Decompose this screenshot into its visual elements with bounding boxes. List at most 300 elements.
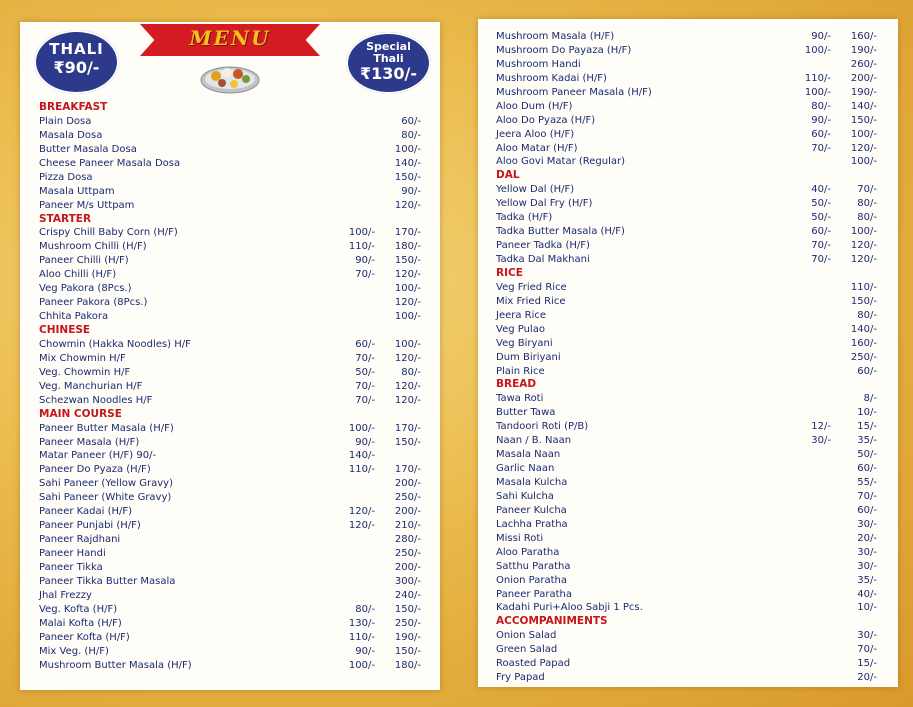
price: 70/-	[857, 644, 877, 656]
menu-item-name: Masala Dosa	[39, 129, 103, 141]
price: 170/-	[394, 422, 421, 434]
thali-plate-icon	[200, 58, 260, 94]
half-price: 12/-	[811, 421, 831, 433]
menu-item-name: Kadahi Puri+Aloo Sabji 1 Pcs.	[496, 602, 643, 614]
menu-item-name: Mushroom Handi	[496, 58, 581, 70]
menu-item	[39, 282, 421, 296]
price: 120/-	[394, 352, 421, 364]
menu-item-name: Mix Fried Rice	[496, 295, 566, 307]
menu-item	[39, 157, 421, 171]
half-price: 50/-	[811, 212, 831, 224]
menu-item-name: Aloo Do Pyaza (H/F)	[496, 114, 596, 126]
menu-item-name: Malai Kofta (H/F)	[39, 617, 122, 629]
price: 70/-	[857, 490, 877, 502]
right-menu-list	[496, 30, 877, 685]
section-heading	[39, 213, 421, 227]
price: 100/-	[850, 128, 877, 140]
menu-item-name: Masala Uttpam	[39, 185, 115, 197]
price: 80/-	[401, 129, 421, 141]
section-heading-label: BREAKFAST	[39, 101, 108, 113]
section-heading	[496, 378, 877, 392]
section-heading-label: MAIN COURSE	[39, 407, 122, 420]
price: 190/-	[850, 86, 877, 98]
menu-item	[496, 72, 877, 86]
section-heading-label: BREAD	[496, 378, 537, 391]
price: 55/-	[857, 477, 877, 488]
special-thali-label: Special	[366, 40, 411, 53]
price: 80/-	[857, 212, 877, 224]
price: 250/-	[394, 617, 421, 629]
menu-item-name: Mushroom Kadai (H/F)	[496, 72, 607, 84]
price: 10/-	[857, 407, 877, 419]
half-price: 100/-	[804, 86, 831, 98]
menu-item	[39, 547, 421, 561]
menu-item	[496, 671, 877, 685]
menu-item-name: Chowmin (Hakka Noodles) H/F	[39, 338, 191, 350]
menu-item-name: Tadka Butter Masala (H/F)	[496, 226, 625, 238]
price: 35/-	[857, 435, 877, 447]
menu-item-name: Jhal Frezzy	[39, 589, 92, 601]
menu-item	[496, 462, 877, 476]
menu-item-name: Mushroom Chilli (H/F)	[39, 241, 147, 253]
half-price: 110/-	[348, 464, 375, 476]
menu-item	[39, 338, 421, 352]
section-heading	[496, 615, 877, 629]
section-heading-label: STARTER	[39, 212, 92, 225]
price: 200/-	[850, 72, 877, 84]
menu-item-name: Mushroom Masala (H/F)	[496, 31, 615, 42]
menu-item-name: Green Salad	[496, 644, 558, 656]
half-price: 110/-	[348, 241, 375, 253]
menu-item	[496, 183, 877, 197]
menu-item	[496, 546, 877, 560]
menu-item	[39, 463, 421, 477]
menu-item-name: Paneer Chilli (H/F)	[39, 255, 129, 267]
thali-price-badge	[34, 30, 119, 94]
price: 150/-	[850, 114, 877, 126]
price: 260/-	[850, 58, 877, 70]
menu-item-name: Paneer Butter Masala (H/F)	[39, 422, 174, 434]
price: 10/-	[857, 602, 877, 614]
menu-item-name: Tadka (H/F)	[496, 212, 553, 224]
price: 140/-	[850, 323, 877, 335]
half-price: 70/-	[355, 269, 375, 281]
section-heading	[496, 169, 877, 183]
price: 120/-	[850, 254, 877, 265]
menu-item-name: Sahi Kulcha	[496, 490, 554, 502]
menu-item	[39, 226, 421, 240]
price: 120/-	[850, 240, 877, 252]
special-thali-price: ₹130/-	[359, 64, 417, 83]
menu-item-name: Cheese Paneer Masala Dosa	[39, 157, 181, 169]
section-heading	[39, 324, 421, 338]
price: 120/-	[394, 394, 421, 406]
half-price: 80/-	[355, 603, 375, 615]
price: 150/-	[394, 645, 421, 657]
menu-item	[39, 589, 421, 603]
price: 200/-	[394, 561, 421, 573]
menu-item	[39, 380, 421, 394]
price: 15/-	[857, 658, 877, 670]
price: 250/-	[394, 492, 421, 504]
menu-item	[496, 155, 877, 169]
half-price: 70/-	[811, 142, 831, 154]
menu-item	[496, 253, 877, 267]
menu-item-name: Mushroom Paneer Masala (H/F)	[496, 86, 652, 98]
price: 250/-	[394, 548, 421, 559]
menu-item-name: Jeera Aloo (H/F)	[496, 128, 575, 140]
menu-item-name: Paneer Kulcha	[496, 504, 567, 516]
half-price: 40/-	[811, 184, 831, 196]
left-menu-page	[20, 22, 440, 690]
half-price: 130/-	[348, 617, 375, 629]
menu-item	[39, 575, 421, 589]
menu-item	[39, 659, 421, 673]
half-price: 120/-	[348, 506, 375, 518]
menu-item	[496, 643, 877, 657]
price: 140/-	[394, 157, 421, 169]
menu-item	[39, 254, 421, 268]
thali-label: THALI	[49, 40, 104, 58]
half-price: 90/-	[355, 255, 375, 267]
menu-item-name: Tandoori Roti (P/B)	[496, 421, 589, 433]
special-thali-price-badge	[346, 32, 431, 94]
menu-item-name: Veg Fried Rice	[496, 281, 567, 293]
menu-item	[496, 518, 877, 532]
menu-item	[496, 114, 877, 128]
menu-item	[39, 631, 421, 645]
menu-item	[496, 588, 877, 602]
menu-item-name: Masala Kulcha	[496, 477, 568, 488]
price: 100/-	[394, 143, 421, 155]
price: 80/-	[857, 309, 877, 321]
menu-item	[39, 519, 421, 533]
menu-item	[496, 406, 877, 420]
half-price: 90/-	[355, 645, 375, 657]
price: 240/-	[394, 589, 421, 601]
menu-item-name: Lachha Pratha	[496, 518, 568, 530]
half-price: 60/-	[811, 128, 831, 140]
menu-item	[496, 295, 877, 309]
special-thali-label-2: Thali	[373, 52, 404, 65]
menu-item	[496, 128, 877, 142]
menu-item	[496, 532, 877, 546]
price: 30/-	[857, 518, 877, 530]
menu-item	[39, 436, 421, 450]
menu-item	[496, 323, 877, 337]
menu-item	[496, 601, 877, 615]
section-heading	[496, 267, 877, 281]
half-price: 120/-	[348, 520, 375, 532]
menu-item	[496, 239, 877, 253]
menu-item	[496, 476, 877, 490]
menu-item	[39, 310, 421, 324]
menu-item-name: Veg. Manchurian H/F	[39, 380, 143, 392]
price: 35/-	[857, 574, 877, 586]
menu-item-name: Tadka Dal Makhani	[496, 254, 590, 265]
menu-item	[496, 58, 877, 72]
menu-item-name: Mix Chowmin H/F	[39, 352, 126, 364]
menu-item-name: Mix Veg. (H/F)	[39, 645, 109, 657]
price: 100/-	[850, 226, 877, 238]
menu-item-name: Dum Biriyani	[496, 351, 561, 363]
price: 30/-	[857, 630, 877, 642]
menu-item-name: Tawa Roti	[496, 393, 544, 405]
menu-item	[496, 657, 877, 671]
price: 170/-	[394, 227, 421, 239]
menu-item-name: Garlic Naan	[496, 463, 555, 475]
half-price: 50/-	[355, 366, 375, 378]
menu-item	[496, 100, 877, 114]
price: 210/-	[394, 520, 421, 532]
menu-item-name: Aloo Chilli (H/F)	[39, 269, 117, 281]
menu-item-name: Satthu Paratha	[496, 560, 571, 572]
half-price: 70/-	[811, 254, 831, 265]
menu-item-name: Paneer Do Pyaza (H/F)	[39, 464, 151, 476]
price: 70/-	[857, 184, 877, 196]
menu-item-name: Mushroom Do Payaza (H/F)	[496, 44, 632, 56]
price: 120/-	[394, 199, 421, 211]
price: 160/-	[850, 337, 877, 349]
menu-item-name: Aloo Matar (H/F)	[496, 142, 578, 154]
menu-item	[496, 629, 877, 643]
price: 110/-	[850, 281, 877, 293]
menu-item	[496, 392, 877, 406]
price: 190/-	[850, 44, 877, 56]
right-menu-page	[478, 19, 898, 687]
menu-item-name: Veg Biryani	[496, 337, 553, 349]
half-price: 70/-	[811, 240, 831, 252]
menu-item	[496, 365, 877, 379]
menu-item-name: Mushroom Butter Masala (H/F)	[39, 659, 192, 671]
menu-item	[39, 240, 421, 254]
menu-item	[496, 86, 877, 100]
menu-item	[39, 477, 421, 491]
menu-item-name: Aloo Dum (H/F)	[496, 100, 573, 112]
menu-item	[39, 394, 421, 408]
half-price: 110/-	[804, 72, 831, 84]
price: 150/-	[394, 436, 421, 448]
menu-item-name: Naan / B. Naan	[496, 435, 572, 447]
menu-item-name: Missi Roti	[496, 532, 544, 544]
menu-item	[496, 309, 877, 323]
menu-item	[39, 603, 421, 617]
price: 150/-	[394, 171, 421, 183]
menu-item-name: Veg Pakora (8Pcs.)	[39, 283, 132, 295]
menu-item	[39, 645, 421, 659]
menu-item	[39, 268, 421, 282]
menu-item-name: Yellow Dal (H/F)	[496, 184, 575, 196]
half-price: 100/-	[348, 659, 375, 671]
half-price: 90/-	[811, 114, 831, 126]
menu-item	[496, 30, 877, 44]
menu-item	[39, 505, 421, 519]
price: 60/-	[857, 463, 877, 475]
price: 8/-	[863, 393, 877, 405]
menu-item-name: Butter Masala Dosa	[39, 143, 137, 155]
price: 180/-	[394, 659, 421, 671]
menu-item-name: Paneer Tikka	[39, 561, 103, 573]
price: 30/-	[857, 560, 877, 572]
price: 150/-	[394, 603, 421, 615]
menu-item-name: Onion Paratha	[496, 574, 567, 586]
price: 20/-	[857, 532, 877, 544]
menu-item	[496, 142, 877, 156]
menu-item	[496, 281, 877, 295]
half-price: 50/-	[811, 198, 831, 210]
price: 200/-	[394, 506, 421, 518]
menu-item	[39, 449, 421, 463]
price: 160/-	[850, 31, 877, 42]
price: 100/-	[394, 311, 421, 323]
price: 120/-	[394, 269, 421, 281]
menu-item-name: Paneer Pakora (8Pcs.)	[39, 297, 148, 309]
menu-item-name: Paneer Punjabi (H/F)	[39, 520, 141, 532]
menu-item-name: Paneer M/s Uttpam	[39, 199, 135, 211]
menu-item-name: Crispy Chill Baby Corn (H/F)	[39, 227, 178, 239]
menu-item	[496, 504, 877, 518]
price: 60/-	[401, 115, 421, 127]
thali-price: ₹90/-	[53, 58, 100, 77]
menu-item-name: Paneer Tadka (H/F)	[496, 240, 590, 252]
half-price: 100/-	[804, 44, 831, 56]
menu-item-name: Paneer Kadai (H/F)	[39, 506, 133, 518]
half-price: 100/-	[348, 422, 375, 434]
menu-item	[39, 129, 421, 143]
menu-item	[496, 197, 877, 211]
half-price: 30/-	[811, 435, 831, 447]
price: 40/-	[857, 588, 877, 600]
menu-item	[39, 296, 421, 310]
menu-item	[39, 352, 421, 366]
price: 80/-	[401, 366, 421, 378]
menu-item	[39, 171, 421, 185]
section-heading	[39, 408, 421, 422]
menu-item-name: Plain Rice	[496, 365, 545, 377]
menu-item-name: Masala Naan	[496, 449, 561, 461]
menu-item-name: Onion Salad	[496, 630, 557, 642]
price: 60/-	[857, 365, 877, 377]
price: 100/-	[394, 283, 421, 295]
price: 250/-	[850, 351, 877, 363]
price: 120/-	[394, 297, 421, 309]
menu-item-name: Veg Pulao	[496, 323, 545, 335]
menu-item	[496, 225, 877, 239]
price: 30/-	[857, 546, 877, 558]
menu-item-name: Plain Dosa	[39, 115, 92, 127]
menu-item	[496, 448, 877, 462]
price: 100/-	[394, 338, 421, 350]
menu-item-name: Aloo Paratha	[496, 546, 560, 558]
section-heading-label: ACCOMPANIMENTS	[496, 615, 608, 628]
menu-item	[39, 561, 421, 575]
menu-item	[39, 491, 421, 505]
section-heading	[39, 101, 421, 115]
price: 140/-	[850, 100, 877, 112]
left-menu-list	[39, 101, 421, 672]
menu-item-name: Paneer Tikka Butter Masala	[39, 575, 176, 587]
half-price: 100/-	[348, 227, 375, 239]
price: 280/-	[394, 534, 421, 546]
section-heading-label: CHINESE	[39, 324, 91, 336]
menu-item	[39, 115, 421, 129]
menu-item	[39, 185, 421, 199]
menu-item-name: Sahi Paneer (Yellow Gravy)	[39, 478, 174, 490]
menu-item-name: Chhita Pakora	[39, 311, 109, 323]
menu-item-name: Pizza Dosa	[39, 171, 93, 183]
menu-item-name: Jeera Rice	[496, 309, 547, 321]
menu-item-name: Paneer Kofta (H/F)	[39, 631, 130, 643]
half-price: 80/-	[811, 100, 831, 112]
menu-item-name: Yellow Dal Fry (H/F)	[496, 198, 593, 210]
price: 50/-	[857, 449, 877, 461]
menu-item-name: Matar Paneer (H/F) 90/-	[39, 450, 157, 462]
price: 170/-	[394, 464, 421, 476]
price: 200/-	[394, 478, 421, 490]
price: 60/-	[857, 504, 877, 516]
price: 150/-	[850, 295, 877, 307]
menu-item-name: Paneer Paratha	[496, 588, 572, 600]
price: 120/-	[850, 142, 877, 154]
menu-item-name: Paneer Masala (H/F)	[39, 436, 140, 448]
menu-item-name: Schezwan Noodles H/F	[39, 394, 153, 406]
menu-item-name: Paneer Rajdhani	[39, 534, 121, 546]
half-price: 110/-	[348, 631, 375, 643]
menu-item	[39, 199, 421, 213]
menu-item	[39, 366, 421, 380]
half-price: 60/-	[355, 338, 375, 350]
menu-title: MENU	[189, 26, 271, 50]
price: 80/-	[857, 198, 877, 210]
price: 15/-	[857, 421, 877, 433]
menu-item-name: Fry Papad	[496, 672, 545, 684]
menu-item	[496, 211, 877, 225]
menu-item	[496, 574, 877, 588]
menu-item	[496, 434, 877, 448]
price: 90/-	[401, 185, 421, 197]
half-price: 70/-	[355, 380, 375, 392]
menu-item	[496, 490, 877, 504]
half-price: 140/-	[348, 450, 375, 462]
menu-item	[496, 337, 877, 351]
menu-item-name: Butter Tawa	[496, 407, 556, 419]
half-price: 70/-	[355, 394, 375, 406]
half-price: 90/-	[811, 31, 831, 42]
half-price: 60/-	[811, 226, 831, 238]
half-price: 70/-	[355, 352, 375, 364]
menu-item	[496, 351, 877, 365]
menu-item	[496, 560, 877, 574]
price: 20/-	[857, 672, 877, 684]
price: 100/-	[850, 156, 877, 168]
price: 150/-	[394, 255, 421, 267]
menu-item	[39, 533, 421, 547]
menu-item-name: Aloo Govi Matar (Regular)	[496, 156, 626, 168]
menu-item-name: Roasted Papad	[496, 658, 571, 670]
price: 300/-	[394, 575, 421, 587]
menu-item-name: Paneer Handi	[39, 548, 106, 559]
menu-item	[39, 143, 421, 157]
menu-item	[39, 617, 421, 631]
menu-item	[39, 422, 421, 436]
menu-item-name: Sahi Paneer (White Gravy)	[39, 492, 172, 504]
price: 120/-	[394, 380, 421, 392]
menu-item	[496, 420, 877, 434]
half-price: 90/-	[355, 436, 375, 448]
menu-item	[496, 44, 877, 58]
section-heading-label: DAL	[496, 169, 520, 182]
price: 180/-	[394, 241, 421, 253]
